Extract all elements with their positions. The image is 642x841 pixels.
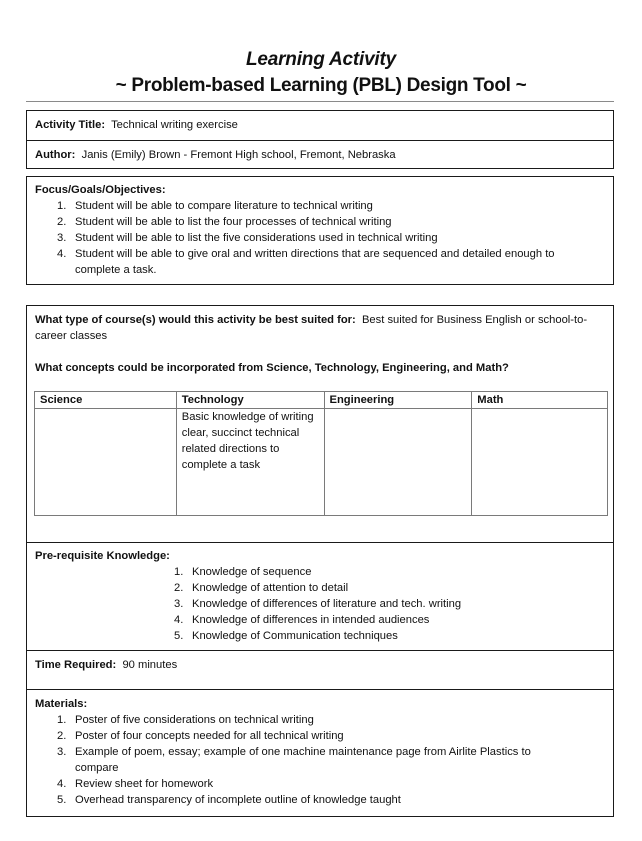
author-label: Author: — [35, 149, 76, 161]
activity-title-label: Activity Title: — [35, 119, 106, 131]
stem-cell-science — [35, 409, 177, 516]
stem-cell-technology: Basic knowledge of writing clear, succinct technical related directions to complete a task — [176, 409, 324, 516]
objective-item: 4. Student will be able to give oral and written directions that are sequenced and detailed enough to complete a task. — [57, 248, 555, 276]
activity-title-row — [27, 111, 613, 140]
objective-item: 3. Student will be able to list the five considerations used in technical writing — [57, 232, 438, 244]
material-item: 2. Poster of four concepts needed for all technical writing — [57, 730, 344, 742]
author-row — [27, 140, 613, 168]
course-question: What type of course(s) would this activity be best suited for: — [35, 314, 356, 326]
stem-table-row — [35, 409, 608, 516]
objectives-label: Focus/Goals/Objectives: — [35, 184, 166, 196]
stem-header-technology: Technology — [176, 392, 324, 409]
document-title: Learning Activity — [245, 49, 397, 70]
activity-title-value: Technical writing exercise — [111, 119, 238, 131]
materials-section — [27, 689, 613, 808]
prerequisite-item: 2. Knowledge of attention to detail — [174, 582, 349, 594]
stem-header-science: Science — [35, 392, 177, 409]
objective-item: 2. Student will be able to list the four processes of technical writing — [57, 216, 392, 228]
document-header — [0, 47, 642, 99]
prerequisite-item: 5. Knowledge of Communication techniques — [174, 630, 398, 642]
stem-cell-math — [472, 409, 608, 516]
material-item: 1. Poster of five considerations on technical writing — [57, 714, 314, 726]
course-details-box — [26, 305, 614, 817]
activity-info-box — [26, 110, 614, 169]
prerequisite-item: 3. Knowledge of differences of literature and tech. writing — [174, 598, 462, 610]
time-value: 90 minutes — [122, 659, 178, 671]
objectives-box — [26, 176, 614, 285]
stem-table-header-row — [35, 392, 608, 409]
stem-header-math: Math — [472, 392, 608, 409]
prerequisites-list — [35, 564, 605, 644]
objectives-list — [35, 198, 605, 278]
header-divider — [26, 101, 614, 102]
time-label: Time Required: — [35, 659, 117, 671]
course-answer: Best suited for Business English or school-to-career classes — [35, 314, 588, 342]
stem-question: What concepts could be incorporated from Science, Technology, Engineering, and Math? — [35, 362, 509, 374]
time-section — [27, 650, 613, 689]
stem-header-engineering: Engineering — [324, 392, 472, 409]
prerequisite-item: 1. Knowledge of sequence — [174, 566, 312, 578]
objectives-section — [27, 177, 613, 278]
material-item: 4. Review sheet for homework — [57, 778, 214, 790]
stem-table — [34, 391, 608, 516]
author-value: Janis (Emily) Brown - Fremont High school, Fremont, Nebraska — [81, 149, 396, 161]
materials-list — [35, 712, 605, 808]
objective-item: 1. Student will be able to compare literature to technical writing — [57, 200, 373, 212]
prerequisite-item: 4. Knowledge of differences in intended audiences — [174, 614, 430, 626]
stem-cell-engineering — [324, 409, 472, 516]
prerequisites-label: Pre-requisite Knowledge: — [35, 550, 170, 562]
material-item: 5. Overhead transparency of incomplete outline of knowledge taught — [57, 794, 401, 806]
document-subtitle: ~ Problem-based Learning (PBL) Design Tool ~ — [115, 75, 527, 96]
materials-label: Materials: — [35, 698, 88, 710]
prerequisites-section — [27, 542, 613, 650]
course-section — [27, 306, 613, 542]
material-item: 3. Example of poem, essay; example of one machine maintenance page from Airlite Plastics to compare — [57, 746, 531, 774]
